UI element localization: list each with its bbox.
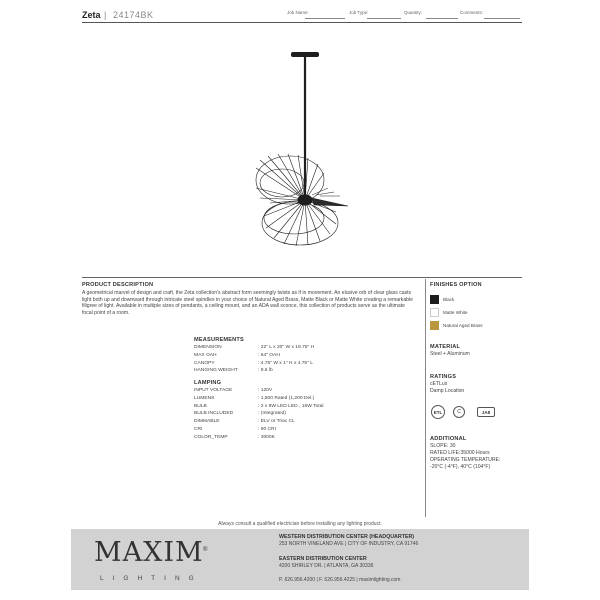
job-name-label: Job Name: bbox=[287, 10, 309, 15]
finish-swatch-matte-white[interactable] bbox=[430, 308, 439, 317]
measurement-key: DIMENSION bbox=[194, 345, 222, 350]
lamping-key: COLOR_TEMP bbox=[194, 434, 228, 440]
measurement-value: : 22" L x 20" W x 19.75" H bbox=[258, 345, 315, 350]
additional-heading: ADDITIONAL bbox=[430, 436, 467, 442]
product-description-heading: PRODUCT DESCRIPTION bbox=[82, 282, 154, 288]
registered-mark: ® bbox=[203, 547, 208, 553]
measurements-section bbox=[194, 337, 394, 376]
ratings-heading: RATINGS bbox=[430, 374, 457, 380]
column-divider bbox=[425, 279, 426, 517]
lamping-row bbox=[194, 435, 394, 443]
maxim-logo: MAXIM bbox=[94, 537, 204, 568]
lamping-key: DIMMABLE bbox=[194, 419, 220, 425]
finish-swatch-natural-aged-brass[interactable] bbox=[430, 321, 439, 330]
maxim-logo-sub: LIGHTING bbox=[100, 575, 203, 582]
lamping-key: CRI bbox=[194, 426, 203, 432]
measurement-key: MAX OAH bbox=[194, 352, 217, 358]
lamping-row bbox=[194, 427, 394, 435]
lamping-value: : 90 CRI bbox=[258, 426, 276, 432]
product-description-text: A geometrical marvel of design and craft, the Zeta collection's abstract form seemingly twists as if in movement. An elusive orb of clear glass casts light both up and downward through intricate steel spindles in your choice of Natural Aged Brass, Matte Black or Matte White creating a remarkable filigree of light. Available in multiple sizes of pendants, a ceiling mount, and an ADA wall sconce, this collection of products serve as the ultimate focal point of a room. bbox=[82, 290, 413, 317]
western-center-address: 253 NORTH VINELAND AVE | CITY OF INDUSTRY, CA 91746 bbox=[279, 541, 419, 547]
lamping-key: INPUT VOLTAGE bbox=[194, 388, 233, 393]
certification-badges bbox=[431, 405, 511, 421]
measurement-value: : 9.6 lb bbox=[258, 368, 273, 374]
lamping-value: : (Integrated) bbox=[258, 411, 286, 417]
lamping-value: : 120V bbox=[258, 388, 273, 393]
lamping-row bbox=[194, 396, 394, 404]
finish-swatch-black[interactable] bbox=[430, 295, 439, 304]
additional-operating-temp-value: -20°C (-4°F), 40°C (104°F) bbox=[430, 464, 491, 470]
measurement-key: HANGING WEIGHT bbox=[194, 368, 238, 374]
product-name: Zeta bbox=[82, 10, 101, 20]
lamping-key: LUMENS bbox=[194, 395, 215, 401]
section-divider bbox=[82, 277, 522, 278]
measurement-row bbox=[194, 368, 394, 376]
job-type-label: Job Type: bbox=[349, 10, 369, 15]
c-badge-icon: C bbox=[453, 406, 465, 418]
finishes-list bbox=[430, 295, 520, 337]
job-type-field[interactable] bbox=[349, 10, 401, 20]
lamping-row bbox=[194, 419, 394, 427]
title-separator: | bbox=[104, 10, 107, 20]
lamping-value: : ELV or Triac CL bbox=[258, 419, 295, 425]
finish-label-natural-aged-brass: Natural Aged Brass bbox=[443, 323, 483, 328]
product-image-pendant bbox=[230, 48, 380, 258]
lamping-section bbox=[194, 380, 394, 443]
comments-line bbox=[484, 18, 520, 19]
quantity-label: Quantity: bbox=[404, 10, 423, 15]
header-rule bbox=[82, 22, 522, 23]
product-code: 24174BK bbox=[113, 10, 154, 20]
lamping-row bbox=[194, 388, 394, 396]
lamping-heading: LAMPING bbox=[194, 380, 222, 386]
ratings-location: Damp Location bbox=[430, 388, 465, 394]
measurement-value: : 4.75" W x 1" H x 4.75" L bbox=[258, 360, 313, 366]
measurement-row bbox=[194, 353, 394, 361]
measurement-value: : 64" OAH bbox=[258, 352, 280, 358]
lamping-key: BULB bbox=[194, 403, 207, 409]
job-name-field[interactable] bbox=[287, 10, 345, 20]
finish-label-matte-white: Matte White bbox=[443, 310, 468, 315]
disclaimer-text: Always consult a qualified electrician before installing any lighting product. bbox=[218, 521, 382, 527]
etl-badge-icon: ETL bbox=[431, 405, 445, 419]
ja8-badge-icon: JA8 bbox=[477, 407, 495, 417]
job-name-line bbox=[305, 18, 345, 19]
eastern-center-address: 4200 SHIRLEY DR. | ATLANTA, GA 30336 bbox=[279, 563, 374, 569]
measurement-key: CANOPY bbox=[194, 360, 215, 366]
finish-label-black: Black bbox=[443, 297, 455, 302]
ratings-certification: cETLus bbox=[430, 381, 448, 387]
contact-line[interactable]: P. 626.956.4200 | F. 626.956.4225 | maximlighting.com bbox=[279, 577, 401, 583]
lamping-value: : 2 x 8W LED LED , 16W Total bbox=[258, 403, 324, 409]
material-text: Steel + Aluminum bbox=[430, 351, 470, 357]
lamping-key: BULB INCLUDED bbox=[194, 411, 234, 417]
quantity-line bbox=[426, 18, 458, 19]
measurements-heading: MEASUREMENTS bbox=[194, 337, 244, 343]
additional-slope: SLOPE: 30 bbox=[430, 443, 456, 449]
additional-rated-life: RATED LIFE:35000 Hours bbox=[430, 450, 490, 456]
lamping-value: : 1,600 Rated (1,200 Del.) bbox=[258, 395, 315, 401]
comments-label: Comments: bbox=[460, 10, 484, 15]
western-center-title: WESTERN DISTRIBUTION CENTER (HEADQUARTER) bbox=[279, 534, 415, 540]
quantity-field[interactable] bbox=[404, 10, 458, 20]
material-heading: MATERIAL bbox=[430, 344, 461, 350]
additional-operating-temp-label: OPERATING TEMPERATURE: bbox=[430, 457, 501, 463]
job-type-line bbox=[367, 18, 401, 19]
finishes-heading: FINISHES OPTION bbox=[430, 282, 482, 288]
eastern-center-title: EASTERN DISTRIBUTION CENTER bbox=[279, 556, 367, 562]
lamping-value: : 3000K bbox=[258, 434, 275, 440]
measurement-row bbox=[194, 345, 394, 353]
comments-field[interactable] bbox=[460, 10, 520, 20]
